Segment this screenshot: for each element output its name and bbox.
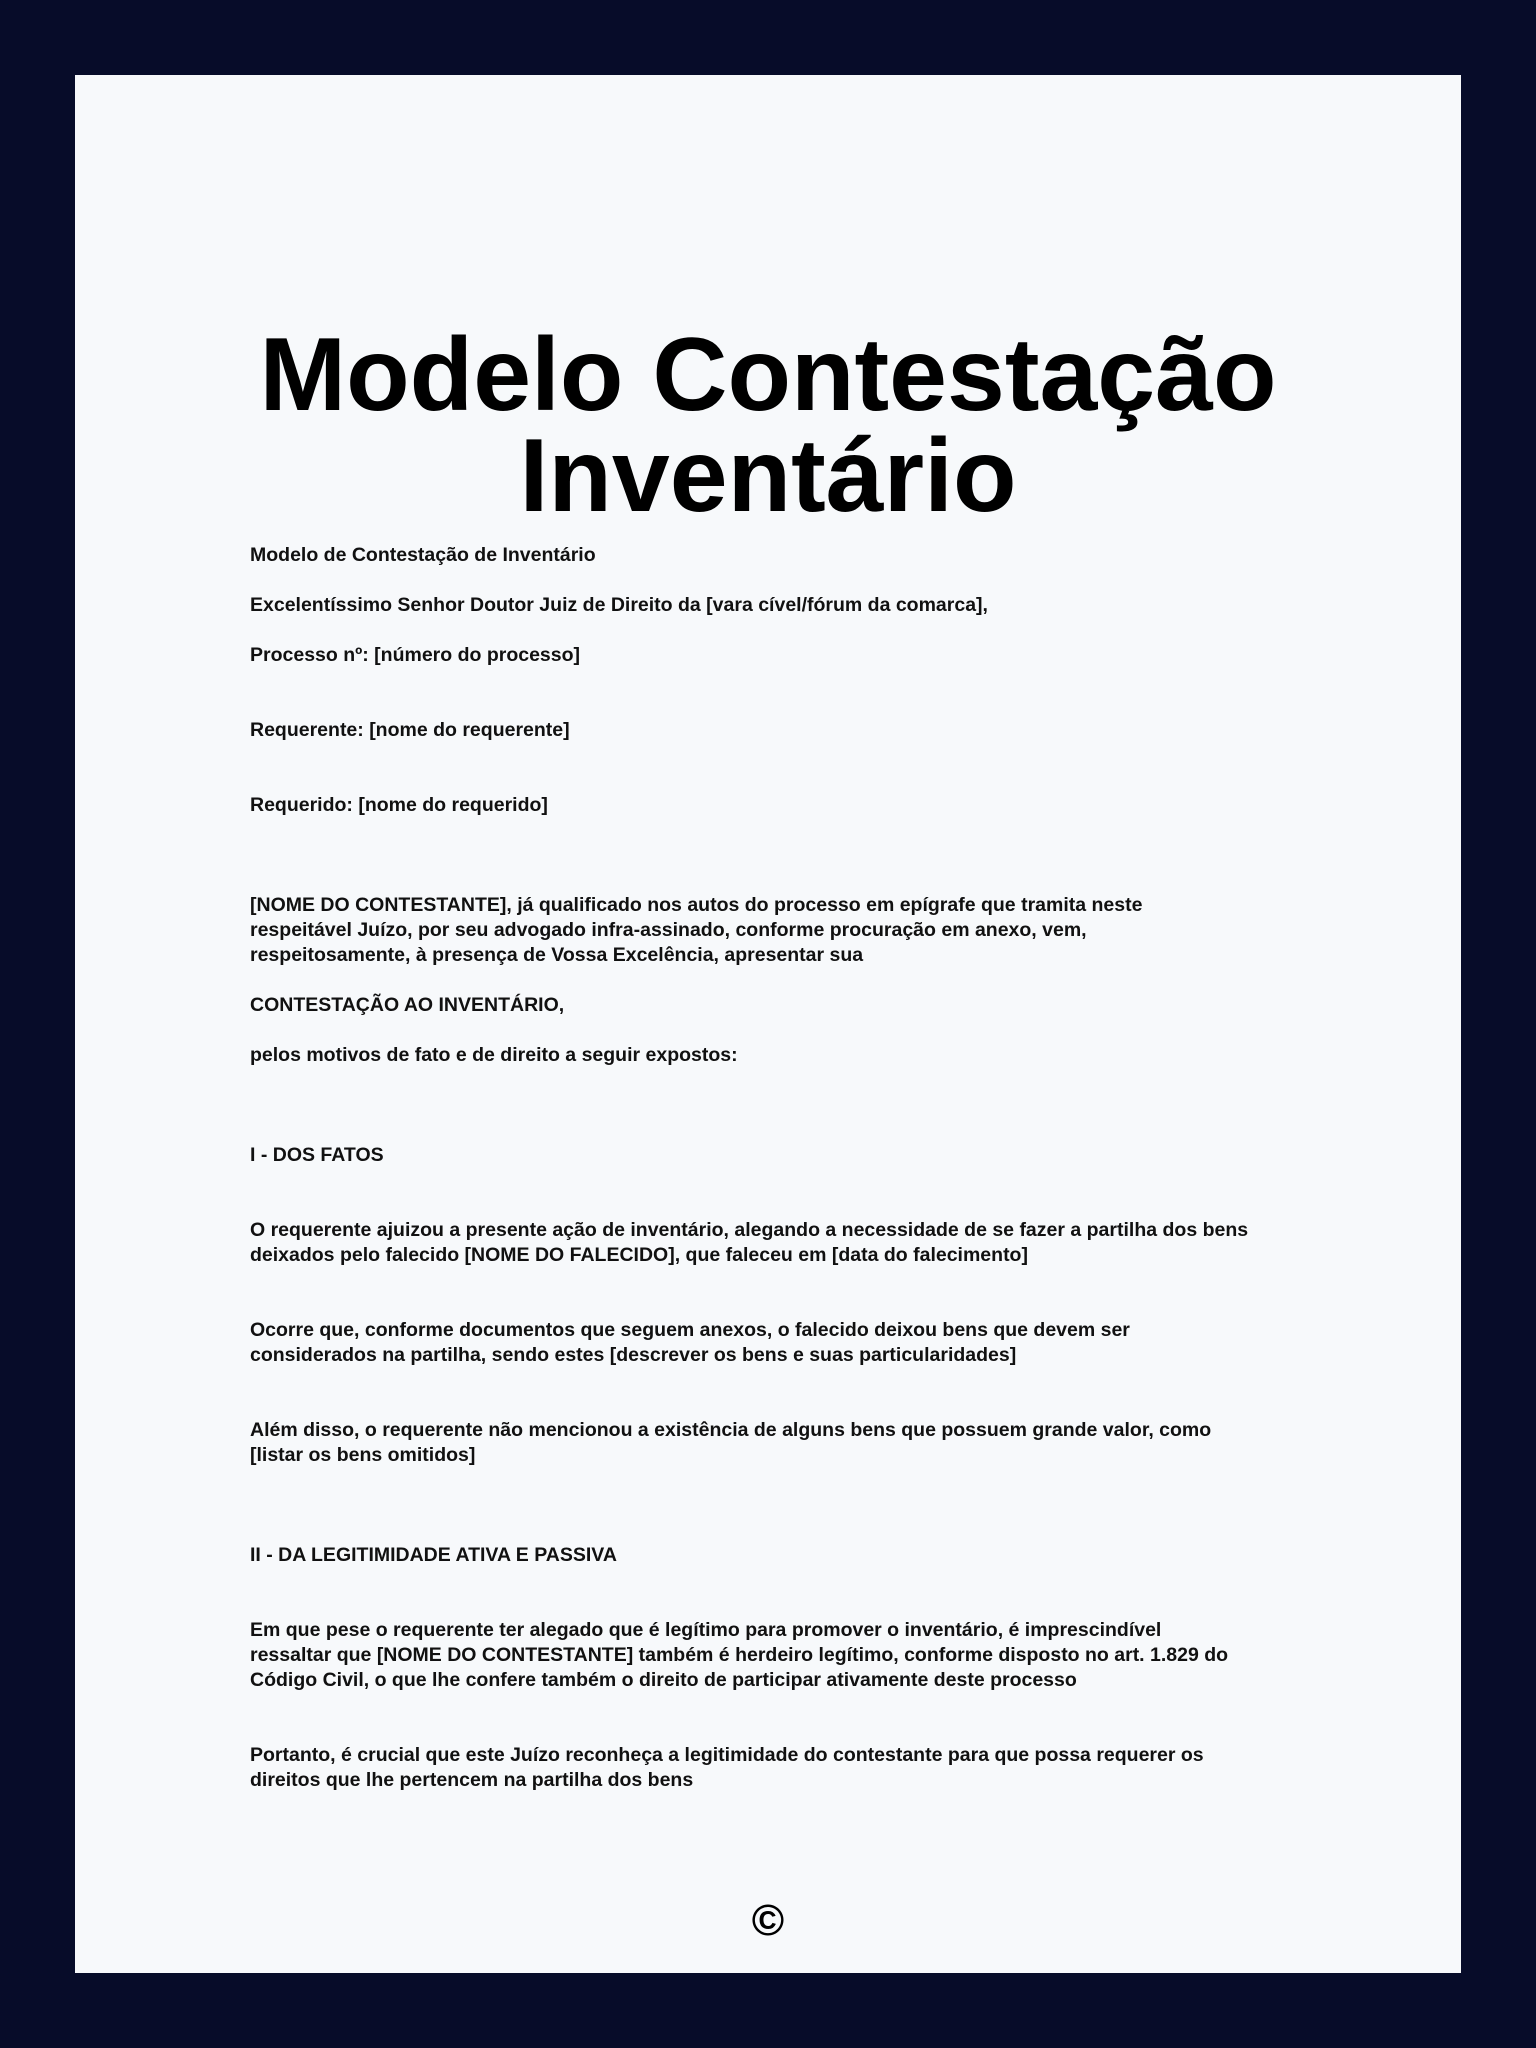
requerente-line: Requerente: [nome do requerente] [250,719,570,741]
process-number-line: Processo nº: [número do processo] [250,644,581,666]
requerido-line: Requerido: [nome do requerido] [250,794,548,816]
legitimacy-paragraph-line: ressaltar que [NOME DO CONTESTANTE] também é herdeiro legítimo, conforme disposto no art. 1.829 do [250,1644,1229,1666]
facts-paragraph-line: deixados pelo falecido [NOME DO FALECIDO], que faleceu em [data do falecimento] [250,1244,1028,1266]
facts-paragraph-line: O requerente ajuizou a presente ação de inventário, alegando a necessidade de se fazer a partilha dos bens [250,1219,1249,1241]
facts-paragraph-line: considerados na partilha, sendo estes [descrever os bens e suas particularidades] [250,1344,1017,1366]
intro-paragraph-line: respeitável Juízo, por seu advogado infra-assinado, conforme procuração em anexo, vem, [250,919,1087,941]
facts-paragraph-line: [listar os bens omitidos] [250,1444,476,1466]
legitimacy-paragraph-line: direitos que lhe pertencem na partilha dos bens [250,1769,694,1791]
addressee-line: Excelentíssimo Senhor Doutor Juiz de Direito da [vara cível/fórum da comarca], [250,594,988,616]
facts-paragraph-line: Ocorre que, conforme documentos que seguem anexos, o falecido deixou bens que devem ser [250,1319,1130,1341]
facts-paragraph-line: Além disso, o requerente não mencionou a existência de alguns bens que possuem grande valor, como [250,1419,1212,1441]
section-heading-legitimacy: II - DA LEGITIMIDADE ATIVA E PASSIVA [250,1544,617,1566]
document-title-line-2: Inventário [519,418,1017,534]
doc-heading: Modelo de Contestação de Inventário [250,544,596,566]
contestation-heading: CONTESTAÇÃO AO INVENTÁRIO, [250,994,565,1016]
document-title-line-1: Modelo Contestação [259,317,1277,433]
legitimacy-paragraph-line: Em que pese o requerente ter alegado que é legítimo para promover o inventário, é imprescindível [250,1619,1162,1641]
intro-paragraph-line: [NOME DO CONTESTANTE], já qualificado nos autos do processo em epígrafe que tramita neste [250,894,1143,916]
motives-line: pelos motivos de fato e de direito a seguir expostos: [250,1044,738,1066]
document-page [75,75,1461,1973]
copyright-icon: © [751,1896,785,1945]
section-heading-facts: I - DOS FATOS [250,1144,384,1166]
intro-paragraph-line: respeitosamente, à presença de Vossa Excelência, apresentar sua [250,944,864,966]
legitimacy-paragraph-line: Portanto, é crucial que este Juízo reconheça a legitimidade do contestante para que possa requerer os [250,1744,1204,1766]
legitimacy-paragraph-line: Código Civil, o que lhe confere também o direito de participar ativamente deste processo [250,1669,1077,1691]
document-title [75,317,1461,534]
